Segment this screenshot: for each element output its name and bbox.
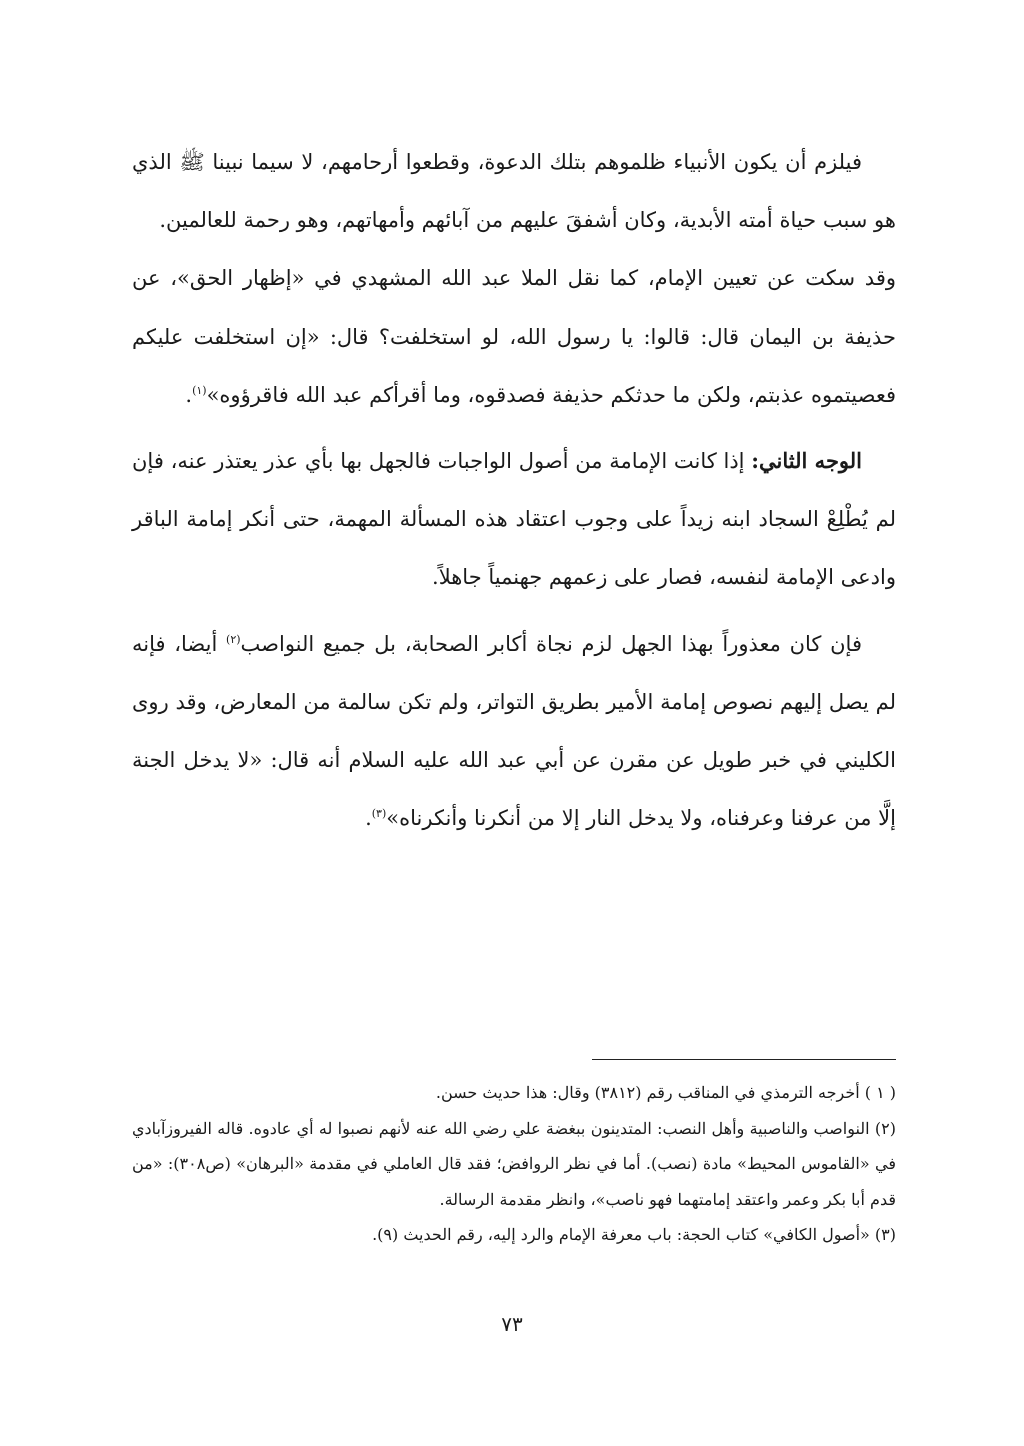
paragraph-3-text: إذا كانت الإمامة من أصول الواجبات فالجهل بها بأي عذر يعتذر عنه، فإن لم يُطْلِعْ السجاد ابنه زيداً على وجوب اعتقاد هذه المسألة المهمة، حتى أنكر إمامة الباقر وادعى الإمامة لنفسه، فصار على زعمهم جهنمياً جاهلاً.	[132, 449, 896, 590]
paragraph-2	[132, 249, 896, 424]
paragraph-3	[132, 432, 896, 607]
footnote-ref-3[interactable]: (٣)	[371, 807, 387, 821]
footnote-3: (٣) «أصول الكافي» كتاب الحجة: باب معرفة الإمام والرد إليه، رقم الحديث (٩).	[372, 1225, 896, 1244]
page-number: ٧٣	[501, 1312, 523, 1336]
paragraph-4-text: فإن كان معذوراً بهذا الجهل لزم نجاة أكابر الصحابة، بل جميع النواصب	[240, 631, 862, 656]
footnote-2: (٢) النواصب والناصبية وأهل النصب: المتدينون ببغضة علي رضي الله عنه لأنهم نصبوا له أي عادوه. قاله الفيروزآبادي في «القاموس المحيط» مادة (نصب). أما في نظر الروافض؛ فقد قال العاملي في مقدمة «البرهان» (ص٣٠٨): «من قدم أبا بكر وعمر واعتقد إمامتهما فهو ناصب»، وانظر مقدمة الرسالة.	[132, 1118, 896, 1209]
paragraph-4	[132, 615, 896, 848]
paragraph-2-text: وقد سكت عن تعيين الإمام، كما نقل الملا عبد الله المشهدي في «إظهار الحق»، عن حذيفة بن اليمان قال: قالوا: يا رسول الله، لو استخلفت؟ قال: «إن استخلفت عليكم فعصيتموه عذبتم، ولكن ما حدثكم حذيفة فصدقوه، وما أقرأكم عبد الله فاقرؤوه»	[132, 266, 896, 407]
footnote-ref-2[interactable]: (٢)	[226, 632, 241, 646]
footnote-1: ( ١ ) أخرجه الترمذي في المناقب رقم (٣٨١٢) وقال: هذا حديث حسن.	[435, 1083, 896, 1102]
paragraph-4-end: .	[365, 806, 372, 831]
paragraph-4-middle: أيضا، فإنه لم يصل إليهم نصوص إمامة الأمير بطريق التواتر، ولم تكن سالمة من المعارض، وقد روى الكليني في خبر طويل عن مقرن عن أبي عبد الله عليه السلام أنه قال: «لا يدخل الجنة إلَّا من عرفنا وعرفناه، ولا يدخل النار إلا من أنكرنا وأنكرناه»	[132, 631, 896, 831]
footnotes	[132, 1075, 896, 1253]
footnote-ref-1[interactable]: (١)	[192, 383, 207, 397]
section-heading: الوجه الثاني:	[751, 448, 863, 474]
paragraph-1-text: فيلزم أن يكون الأنبياء ظلموهم بتلك الدعوة، وقطعوا أرحامهم، لا سيما نبينا ﷺ الذي هو سبب حياة أمته الأبدية، وكان أشفقَ عليهم من آبائهم وأمهاتهم، وهو رحمة للعالمين.	[132, 150, 896, 233]
footnote-divider	[592, 1059, 896, 1060]
paragraph-2-end: .	[185, 382, 193, 407]
paragraph-1	[132, 133, 896, 249]
main-text	[132, 133, 896, 847]
